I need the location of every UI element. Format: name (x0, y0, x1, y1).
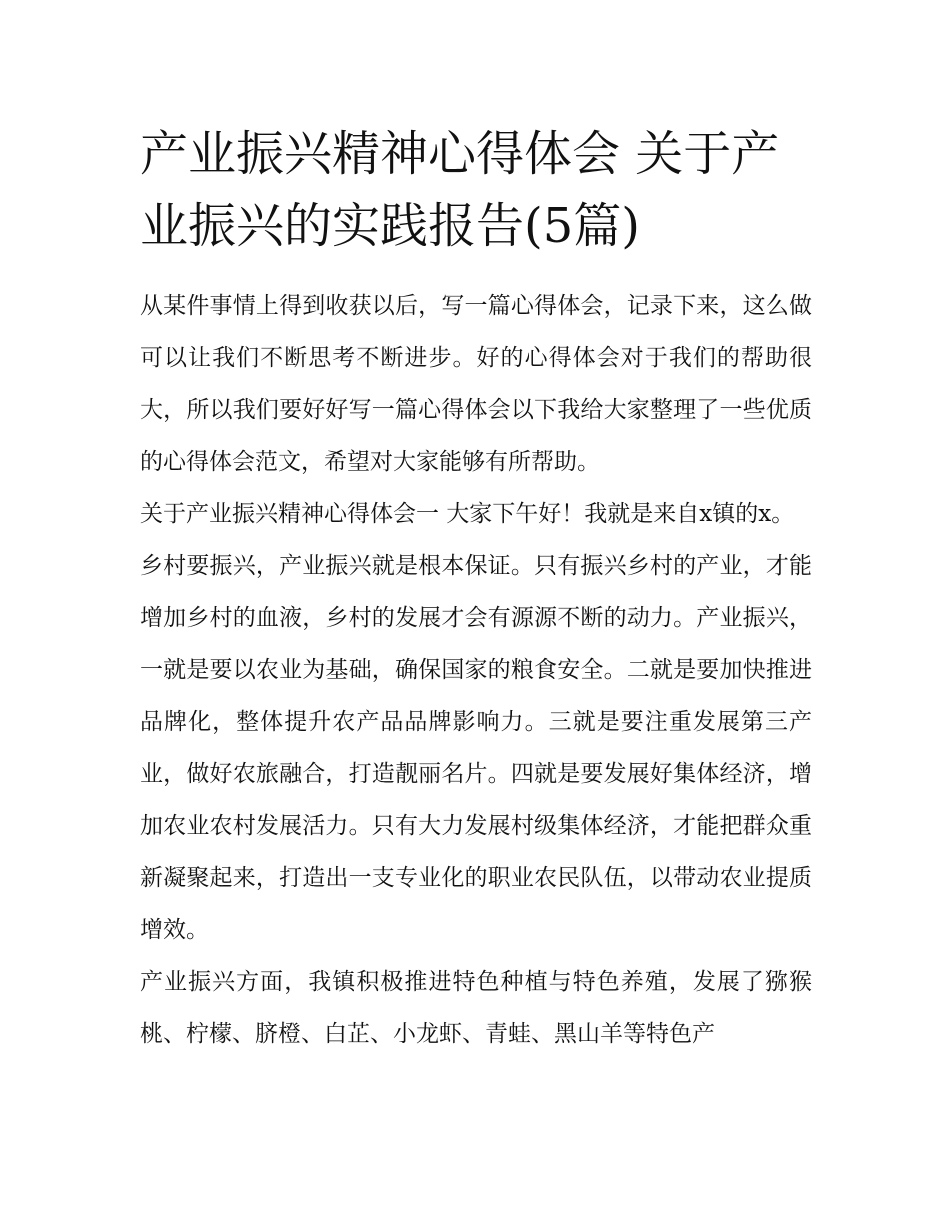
paragraph-industry-revitalization: 乡村要振兴，产业振兴就是根本保证。只有振兴乡村的产业，才能增加乡村的血液，乡村的发展才会有源源不断的动力。产业振兴，一就是要以农业为基础，确保国家的粮食安全。二就是要加快推进品牌化，整体提升农产品品牌影响力。三就是要注重发展第三产业，做好农旅融合，打造靓丽名片。四就是要发展好集体经济，增加农业农村发展活力。只有大力发展村级集体经济，才能把群众重新凝聚起来，打造出一支专业化的职业农民队伍，以带动农业提质增效。 (140, 553, 812, 943)
paragraph-greeting: 关于产业振兴精神心得体会一 大家下午好！我就是来自x镇的x。 (140, 501, 795, 527)
paragraph-intro: 从某件事情上得到收获以后，写一篇心得体会，记录下来，这么做可以让我们不断思考不断进步。好的心得体会对于我们的帮助很大，所以我们要好好写一篇心得体会以下我给大家整理了一些优质的心得体会范文，希望对大家能够有所帮助。 (140, 293, 812, 475)
document-title: 产业振兴精神心得体会 关于产业振兴的实践报告(5篇) (140, 126, 780, 254)
document-body (140, 118, 812, 1060)
paragraph-town-practice: 产业振兴方面，我镇积极推进特色种植与特色养殖，发展了猕猴桃、柠檬、脐橙、白芷、小龙虾、青蛙、黑山羊等特色产 (140, 969, 812, 1047)
